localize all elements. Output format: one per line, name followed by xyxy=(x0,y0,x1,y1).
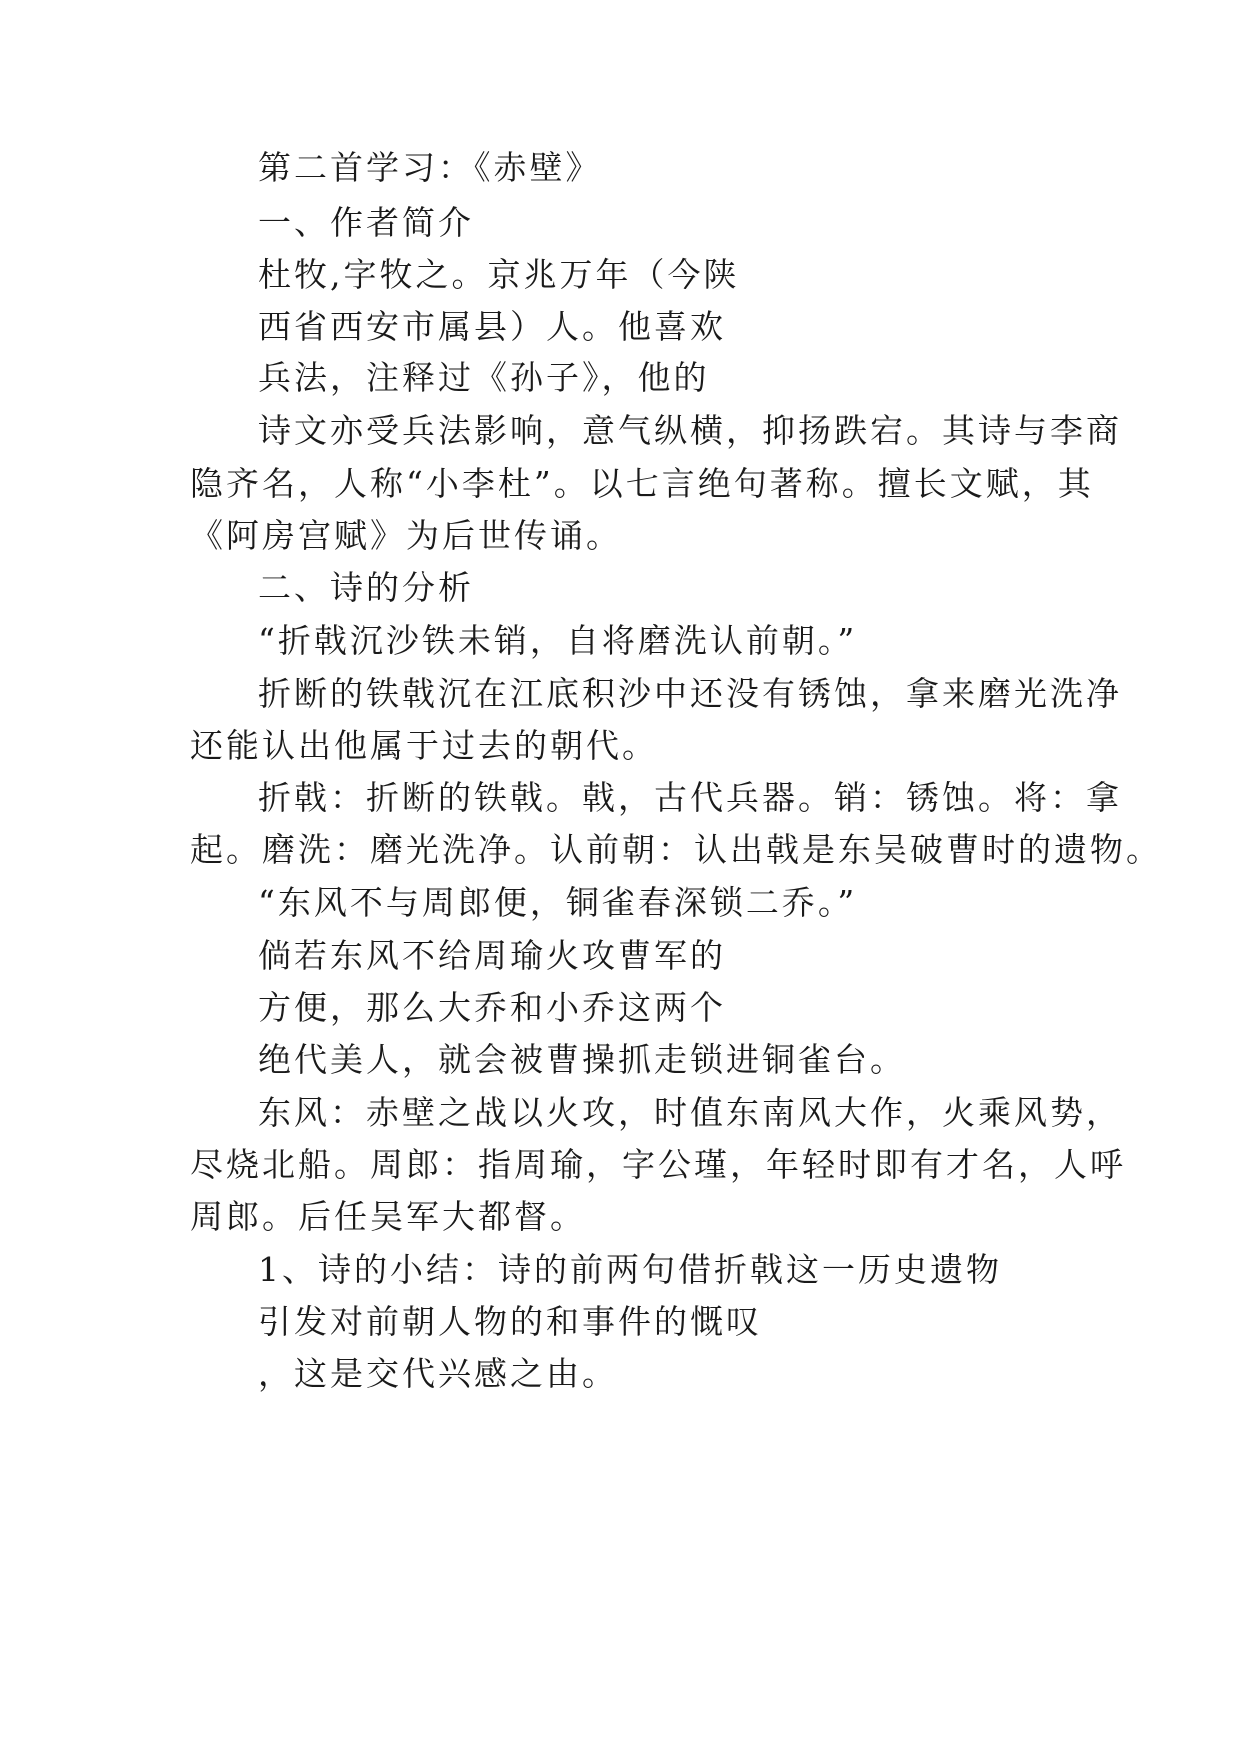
paragraph-line: 起。磨洗：磨光洗净。认前朝：认出戟是东吴破曹时的遗物。 xyxy=(190,830,1162,869)
paragraph-line: 引发对前朝人物的和事件的慨叹 xyxy=(258,1302,762,1341)
paragraph-line: 诗文亦受兵法影响，意气纵横，抑扬跌宕。其诗与李商 xyxy=(258,411,1122,450)
paragraph-line: 东风：赤壁之战以火攻，时值东南风大作，火乘风势， xyxy=(258,1093,1122,1132)
paragraph-line: 尽烧北船。周郎：指周瑜，字公瑾，年轻时即有才名，人呼 xyxy=(190,1145,1126,1184)
poem-quote-line: “东风不与周郎便，铜雀春深锁二乔。” xyxy=(258,883,858,922)
paragraph-line: 方便，那么大乔和小乔这两个 xyxy=(258,988,726,1027)
paragraph-line: 折断的铁戟沉在江底积沙中还没有锈蚀，拿来磨光洗净 xyxy=(258,674,1122,713)
summary-heading-line: 1、诗的小结：诗的前两句借折戟这一历史遗物 xyxy=(258,1250,1002,1289)
paragraph-line: 绝代美人，就会被曹操抓走锁进铜雀台。 xyxy=(258,1040,906,1079)
paragraph-line: 《阿房宫赋》为后世传诵。 xyxy=(190,516,622,555)
paragraph-line: 隐齐名，人称“小李杜”。以七言绝句著称。擅长文赋，其 xyxy=(190,464,1094,503)
heading-author-intro: 一、作者简介 xyxy=(258,203,474,242)
paragraph-line: 还能认出他属于过去的朝代。 xyxy=(190,726,658,765)
paragraph-line: ，这是交代兴感之由。 xyxy=(258,1354,618,1393)
heading-poem-analysis: 二、诗的分析 xyxy=(258,568,474,607)
paragraph-line: 折戟：折断的铁戟。戟，古代兵器。销：锈蚀。将：拿 xyxy=(258,778,1122,817)
paragraph-line: 杜牧,字牧之。京兆万年（今陕 xyxy=(258,255,740,294)
paragraph-line: 西省西安市属县）人。他喜欢 xyxy=(258,307,726,346)
paragraph-line: 倘若东风不给周瑜火攻曹军的 xyxy=(258,936,726,975)
section-title-line: 第二首学习：《赤壁》 xyxy=(258,148,602,187)
paragraph-line: 兵法，注释过《孙子》，他的 xyxy=(258,358,710,397)
poem-quote-line: “折戟沉沙铁未销，自将磨洗认前朝。” xyxy=(258,621,858,660)
paragraph-line: 周郎。后任吴军大都督。 xyxy=(190,1197,586,1236)
